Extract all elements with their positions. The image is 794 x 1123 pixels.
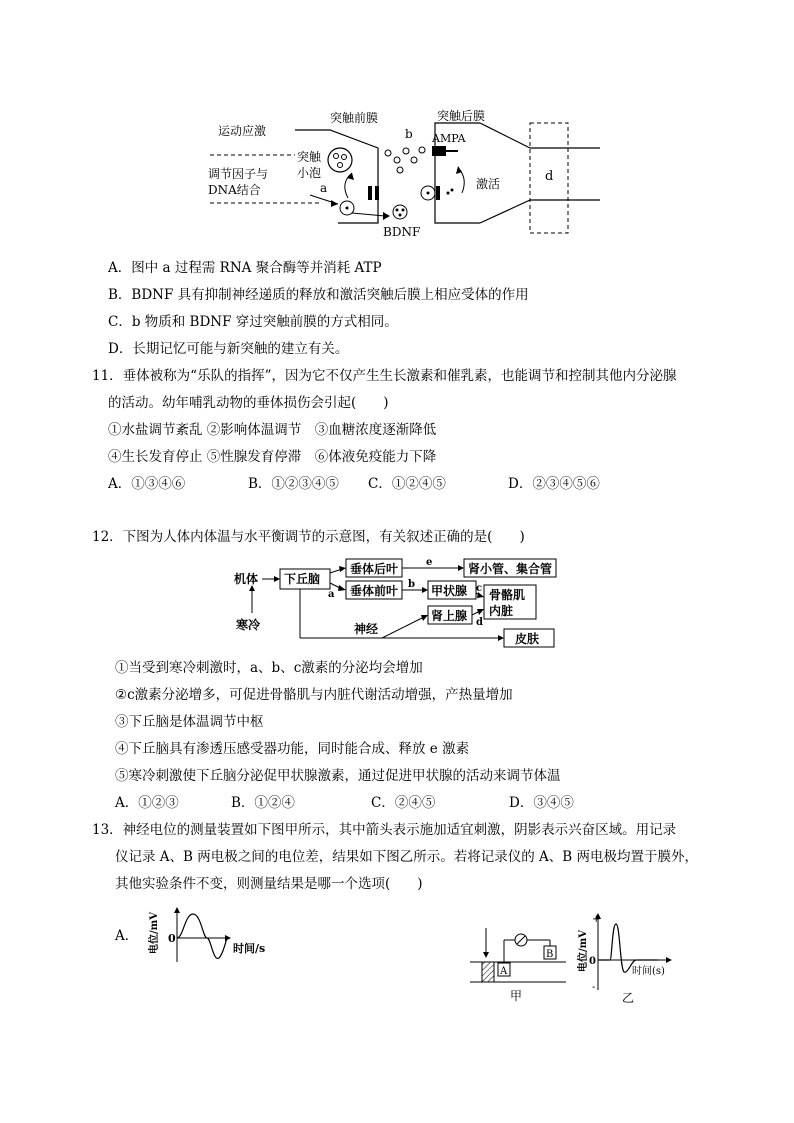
jia-a: A [500, 966, 508, 977]
q11-items-1: ①水盐调节紊乱 ②影响体温调节 ③血糖浓度逐渐降低 [108, 422, 437, 438]
yi-minus: - [592, 982, 596, 993]
q11-stem-2: 的活动。幼年哺乳动物的垂体损伤会引起( ) [108, 395, 389, 411]
q12-option-a[interactable]: A．①②③ [115, 795, 179, 811]
graph-a-ylabel: 电位/mV [149, 912, 160, 954]
label-postsyn: 突触后膜 [437, 109, 486, 123]
label-vesicle-2: 小泡 [297, 166, 322, 180]
yi-caption: 乙 [622, 991, 635, 1005]
dg-e: e [426, 557, 433, 568]
q10-option-d[interactable]: D．长期记忆可能与新突触的建立有关。 [108, 341, 349, 357]
q12-item-4: ④下丘脑具有渗透压感受器功能，同时能合成、释放 e 激素 [115, 741, 470, 757]
jia-b: B [546, 949, 554, 960]
label-stimulus: 运动应激 [218, 124, 267, 138]
yi-xlabel: 时间(s) [632, 966, 665, 977]
dg-post-pituitary: 垂体后叶 [350, 562, 399, 576]
label-factor-2: DNA结合 [208, 183, 261, 197]
q10-option-b[interactable]: B．BDNF 具有抑制神经递质的释放和激活突触后膜上相应受体的作用 [108, 287, 529, 303]
q13-stem-2: 仪记录 A、B 两电极之间的电位差，结果如下图乙所示。若将记录仪的 A、B 两电极均置于膜外， [115, 849, 699, 865]
label-a: a [320, 181, 328, 195]
dg-hypothalamus: 下丘脑 [284, 572, 321, 586]
q13-option-a-label[interactable]: A． [115, 928, 139, 944]
graph-a-zero: 0 [168, 932, 176, 945]
dg-adrenal: 肾上腺 [431, 609, 468, 623]
q12-item-2: ②c激素分泌增多，可促进骨骼肌与内脏代谢活动增强，产热量增加 [115, 687, 513, 703]
dg-skin: 皮肤 [515, 632, 540, 646]
yi-zero: 0 [589, 956, 596, 967]
q11-option-b[interactable]: B．①②③④⑤ [248, 476, 339, 492]
figure-yi [574, 910, 694, 1006]
label-factor-1: 调节因子与 [208, 167, 269, 181]
q12-item-5: ⑤寒冷刺激使下丘脑分泌促甲状腺激素，通过促进甲状腺的活动来调节体温 [115, 768, 561, 784]
q10-option-a[interactable]: A．图中 a 过程需 RNA 聚合酶等并消耗 ATP [108, 260, 382, 276]
dg-muscle-2: 内脏 [489, 604, 514, 618]
label-activate: 激活 [476, 177, 501, 191]
q11-options [108, 474, 668, 494]
q12-option-d[interactable]: D．③④⑤ [509, 795, 574, 811]
regulation-diagram [232, 555, 572, 655]
synapse-figure [200, 108, 620, 243]
q11-option-d[interactable]: D．②③④⑤⑥ [508, 476, 600, 492]
q11-stem-1: 11．垂体被称为“乐队的指挥”，因为它不仅产生生长激素和催乳素，也能调节和控制其他内分泌腺 [92, 368, 677, 384]
dg-body: 机体 [234, 572, 259, 586]
dg-d: d [476, 617, 483, 628]
q12-options [115, 793, 615, 813]
q12-item-3: ③下丘脑是体温调节中枢 [115, 714, 264, 730]
jia-caption: 甲 [510, 989, 523, 1003]
figure-jia [468, 922, 568, 1004]
label-bdnf: BDNF [383, 225, 421, 239]
q10-option-c[interactable]: C．b 物质和 BDNF 穿过突触前膜的方式相同。 [108, 314, 398, 330]
q12-item-1: ①当受到寒冷刺激时，a、b、c激素的分泌均会增加 [115, 660, 423, 676]
dg-nerve: 神经 [354, 622, 379, 636]
label-ampa: AMPA [432, 132, 466, 145]
dg-kidney: 肾小管、集合管 [468, 562, 553, 576]
q11-option-a[interactable]: A．①③④⑥ [108, 476, 186, 492]
dg-muscle-1: 骨骼肌 [489, 588, 526, 602]
q13-stem-3: 其他实验条件不变，则测量结果是哪一个选项( ) [115, 876, 423, 892]
dg-cold: 寒冷 [236, 618, 261, 632]
q12-option-b[interactable]: B．①②④ [231, 795, 295, 811]
label-b: b [405, 127, 413, 141]
yi-ylabel: 电位/mV [578, 930, 589, 972]
dg-ant-pituitary: 垂体前叶 [350, 584, 399, 598]
yi-plus: + [592, 914, 601, 925]
label-vesicle-1: 突触 [297, 150, 322, 164]
q12-stem: 12．下图为人体内体温与水平衡调节的示意图，有关叙述正确的是( ) [92, 529, 525, 545]
q12-option-c[interactable]: C．②④⑤ [371, 795, 436, 811]
q11-items-2: ④生长发育停止 ⑤性腺发育停滞 ⑥体液免疫能力下降 [108, 449, 437, 465]
label-presyn: 突触前膜 [330, 111, 379, 125]
dg-a: a [328, 589, 335, 600]
label-d: d [545, 169, 554, 184]
q13-stem-1: 13．神经电位的测量装置如下图甲所示，其中箭头表示施加适宜刺激，阴影表示兴奋区域。用记录 [92, 822, 677, 838]
dg-thyroid: 甲状腺 [431, 584, 468, 598]
graph-a-xlabel: 时间/s [233, 942, 266, 955]
dg-c: c [476, 583, 483, 594]
q11-option-c[interactable]: C．①②④⑤ [368, 476, 446, 492]
graph-a [143, 906, 283, 966]
dg-b: b [408, 579, 415, 590]
